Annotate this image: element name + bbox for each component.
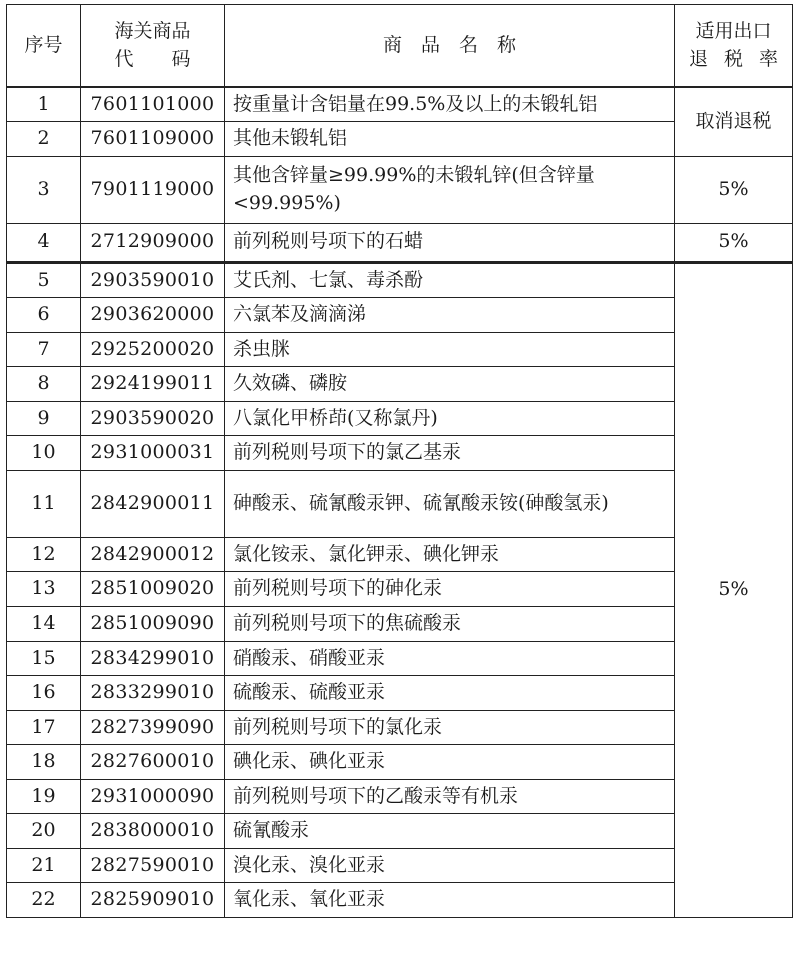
row-name: 碘化汞、碘化亚汞 (225, 745, 675, 780)
row-no: 5 (7, 262, 81, 298)
row-no: 4 (7, 223, 81, 262)
row-no: 10 (7, 436, 81, 471)
row-no: 11 (7, 470, 81, 537)
row-code: 2833299010 (81, 676, 225, 711)
row-no: 16 (7, 676, 81, 711)
table-row (7, 87, 793, 122)
row-no: 7 (7, 332, 81, 367)
row-code: 2851009020 (81, 572, 225, 607)
row-code: 2825909010 (81, 883, 225, 918)
row-no: 14 (7, 606, 81, 641)
row-name: 艾氏剂、七氯、毒杀酚 (225, 262, 675, 298)
row-code: 2924199011 (81, 367, 225, 402)
header-rate (675, 5, 793, 87)
row-name: 前列税则号项下的乙酸汞等有机汞 (225, 779, 675, 814)
row-code: 2931000090 (81, 779, 225, 814)
row-code: 2842900011 (81, 470, 225, 537)
row-no: 12 (7, 537, 81, 572)
rebate-table-container (6, 4, 792, 918)
header-rate-line2: 退税率 (688, 48, 794, 71)
row-code: 2827600010 (81, 745, 225, 780)
row-code: 2925200020 (81, 332, 225, 367)
header-code-line2: 代 码 (114, 48, 191, 71)
header-name: 商 品 名 称 (225, 5, 675, 87)
header-rate-line1: 适用出口 (695, 19, 772, 42)
row-name: 其他含锌量≥99.99%的未锻轧锌(但含锌量<99.995%) (225, 156, 675, 223)
row-name: 久效磷、磷胺 (225, 367, 675, 402)
row-no: 19 (7, 779, 81, 814)
row-name: 硫酸汞、硫酸亚汞 (225, 676, 675, 711)
row-code: 2903620000 (81, 298, 225, 333)
row-name: 按重量计含铝量在99.5%及以上的未锻轧铝 (225, 87, 675, 122)
row-name: 硝酸汞、硝酸亚汞 (225, 641, 675, 676)
row-no: 8 (7, 367, 81, 402)
rate-zinc: 5% (675, 156, 793, 223)
row-code: 7901119000 (81, 156, 225, 223)
row-no: 15 (7, 641, 81, 676)
row-code: 2903590010 (81, 262, 225, 298)
header-code-line1: 海关商品 (114, 19, 191, 42)
row-no: 18 (7, 745, 81, 780)
row-name: 前列税则号项下的焦硫酸汞 (225, 606, 675, 641)
rate-paraffin: 5% (675, 223, 793, 262)
row-code: 2827590010 (81, 848, 225, 883)
row-name: 八氯化甲桥茚(又称氯丹) (225, 401, 675, 436)
row-no: 20 (7, 814, 81, 849)
row-code: 2842900012 (81, 537, 225, 572)
header-no: 序号 (7, 5, 81, 87)
row-name: 六氯苯及滴滴涕 (225, 298, 675, 333)
row-name: 前列税则号项下的石蜡 (225, 223, 675, 262)
row-no: 3 (7, 156, 81, 223)
export-rebate-table (6, 4, 793, 918)
row-code: 2827399090 (81, 710, 225, 745)
rate-chemicals: 5% (675, 262, 793, 917)
row-name: 前列税则号项下的砷化汞 (225, 572, 675, 607)
row-name: 前列税则号项下的氯乙基汞 (225, 436, 675, 471)
row-no: 2 (7, 122, 81, 157)
row-code: 7601109000 (81, 122, 225, 157)
row-name: 杀虫脒 (225, 332, 675, 367)
row-name: 氧化汞、氧化亚汞 (225, 883, 675, 918)
row-code: 2712909000 (81, 223, 225, 262)
row-name: 前列税则号项下的氯化汞 (225, 710, 675, 745)
row-code: 2903590020 (81, 401, 225, 436)
table-row (7, 223, 793, 262)
row-code: 2834299010 (81, 641, 225, 676)
row-no: 22 (7, 883, 81, 918)
header-row (7, 5, 793, 87)
header-code (81, 5, 225, 87)
row-name: 氯化铵汞、氯化钾汞、碘化钾汞 (225, 537, 675, 572)
row-code: 2931000031 (81, 436, 225, 471)
row-code: 2851009090 (81, 606, 225, 641)
row-name: 溴化汞、溴化亚汞 (225, 848, 675, 883)
table-row (7, 262, 793, 298)
row-no: 6 (7, 298, 81, 333)
row-name: 砷酸汞、硫氰酸汞钾、硫氰酸汞铵(砷酸氢汞) (225, 470, 675, 537)
table-row (7, 156, 793, 223)
row-no: 1 (7, 87, 81, 122)
row-no: 17 (7, 710, 81, 745)
row-name: 其他未锻轧铝 (225, 122, 675, 157)
row-name: 硫氰酸汞 (225, 814, 675, 849)
row-code: 7601101000 (81, 87, 225, 122)
row-code: 2838000010 (81, 814, 225, 849)
row-no: 21 (7, 848, 81, 883)
row-no: 13 (7, 572, 81, 607)
rate-cancel: 取消退税 (675, 87, 793, 157)
row-no: 9 (7, 401, 81, 436)
